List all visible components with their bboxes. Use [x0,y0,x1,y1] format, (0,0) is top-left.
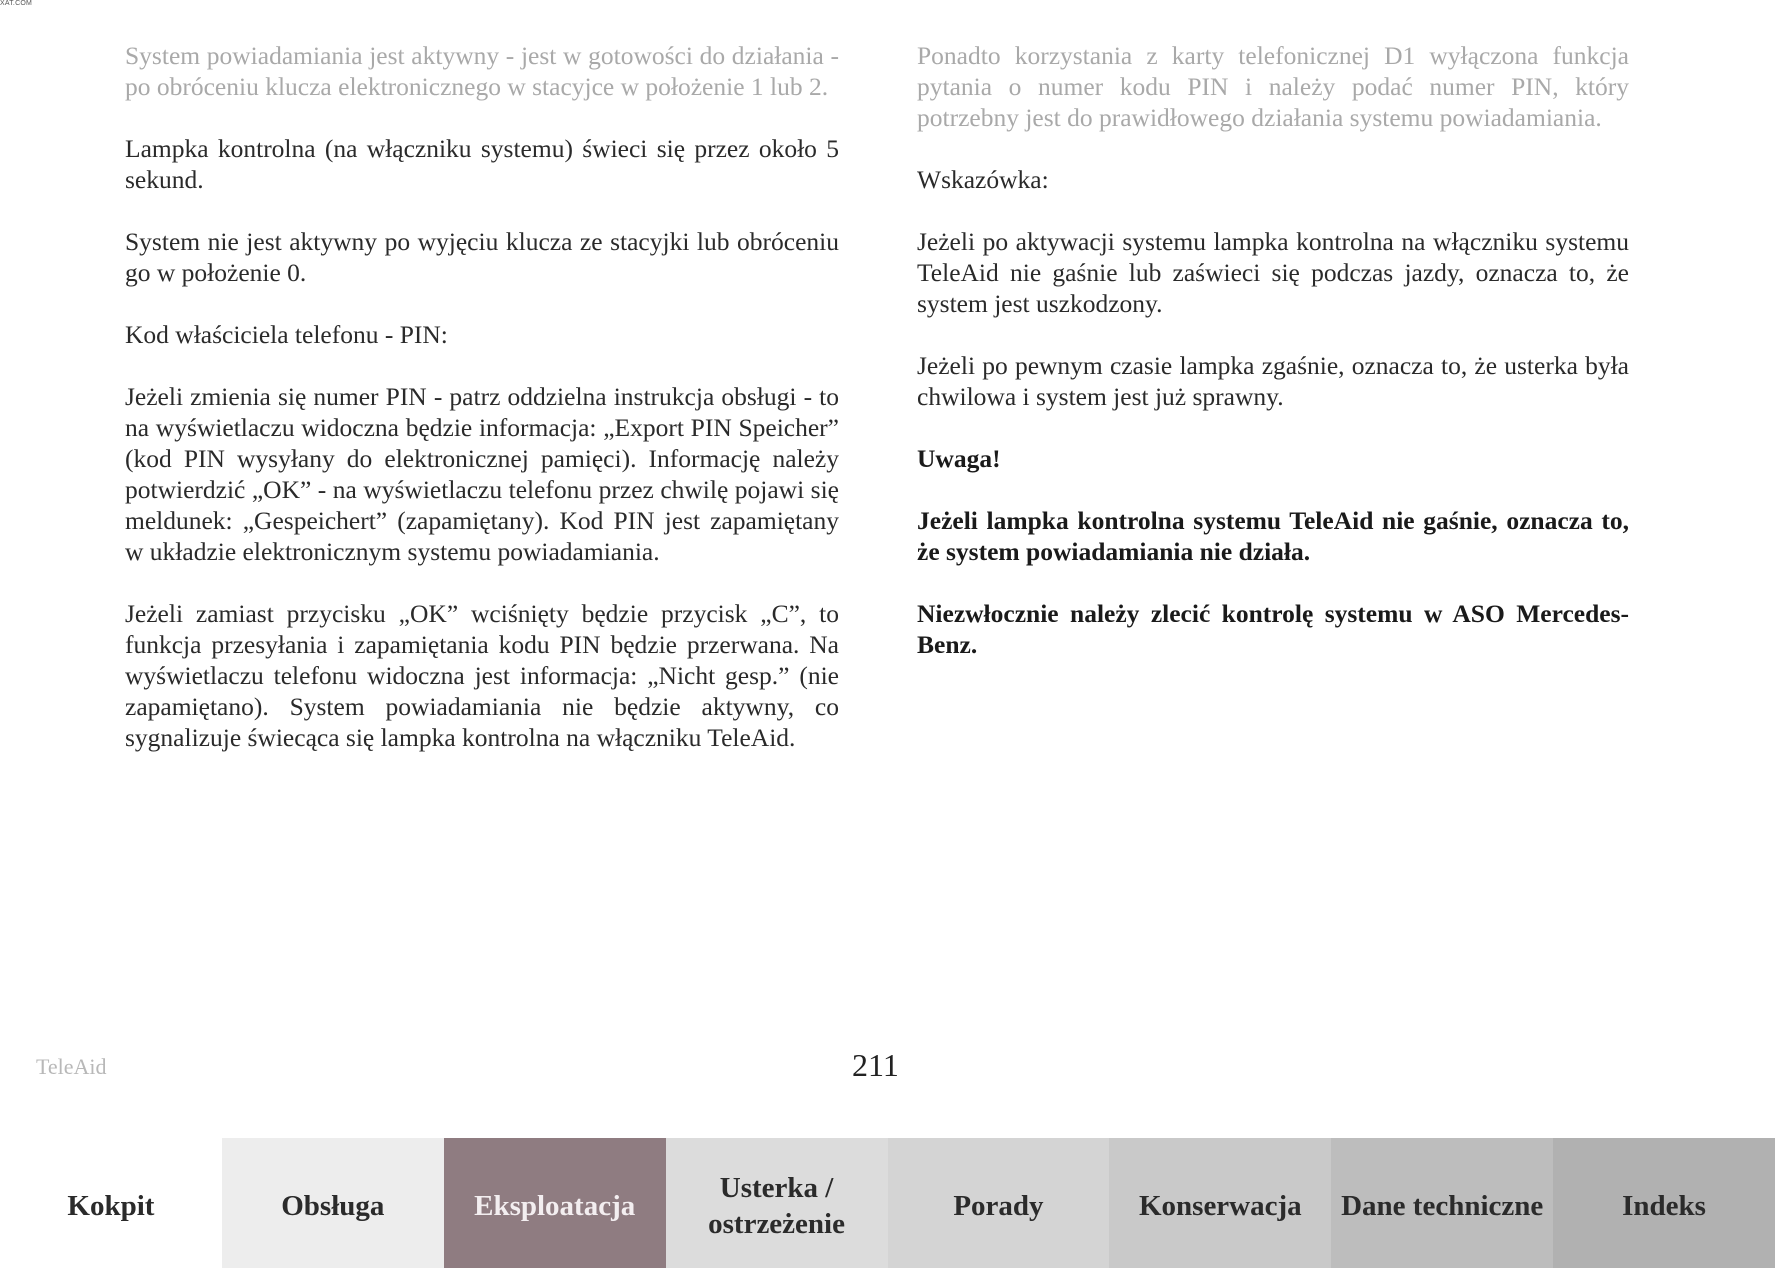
paragraph-pin-change: Jeżeli zmienia się numer PIN - patrz oddzielna instrukcja obsługi - to na wyświetlaczu widoczna będzie informacja: „Export PIN Speicher” (kod PIN wysyłany do elektronicznej pamięci). Informację należy potwierdzić „OK” - na wyświetlaczu telefonu przez chwilę pojawi się meldunek: „Gespeichert” (zapamiętany). Kod PIN jest zapamiętany w układzie elektronicznym systemu powiadamiania. [125,382,839,566]
tab-dane-techniczne[interactable]: Dane techniczne [1331,1138,1553,1268]
left-column [125,40,839,784]
tab-porady[interactable]: Porady [888,1138,1110,1268]
paragraph-lamp-temporary: Jeżeli po pewnym czasie lampka zgaśnie, oznacza to, że usterka była chwilowa i system jest już sprawny. [917,351,1629,411]
tab-obsluga[interactable]: Obsługa [222,1138,444,1268]
watermark: XAT.COM [0,0,32,7]
paragraph-pin-cancel: Jeżeli zamiast przycisku „OK” wciśnięty będzie przycisk „C”, to funkcja przesyłania i zapamiętania kodu PIN będzie przerwana. Na wyświetlaczu telefonu widoczna jest informacja: „Nicht gesp.” (nie zapamiętano). System powiadamiania nie będzie aktywny, co sygnalizuje świecąca się lampka kontrolna na włączniku TeleAid. [125,599,839,752]
section-label: TeleAid [36,1054,107,1079]
paragraph-system-active: System powiadamiania jest aktywny - jest w gotowości do działania - po obróceniu klucza elektronicznego w stacyjce w położenie 1 lub 2. [125,41,839,101]
tab-eksploatacja[interactable]: Eksploatacja [444,1138,666,1268]
tab-usterka-ostrzezenie[interactable]: Usterka / ostrzeżenie [666,1138,888,1268]
warning-heading: Uwaga! [917,444,1001,473]
warning-not-working: Jeżeli lampka kontrolna systemu TeleAid nie gaśnie, oznacza to, że system powiadamiania nie działa. [917,506,1629,566]
warning-service: Niezwłocznie należy zlecić kontrolę systemu w ASO Mercedes-Benz. [917,599,1629,659]
paragraph-system-inactive: System nie jest aktywny po wyjęciu klucza ze stacyjki lub obróceniu go w położenie 0. [125,227,839,287]
page-number: 211 [852,1047,899,1083]
chapter-tabs [0,1138,1775,1268]
tab-kokpit[interactable]: Kokpit [0,1138,222,1268]
paragraph-pin-heading: Kod właściciela telefonu - PIN: [125,320,448,349]
paragraph-hint-label: Wskazówka: [917,165,1049,194]
right-column [917,40,1629,691]
tab-indeks[interactable]: Indeks [1553,1138,1775,1268]
paragraph-d1-card: Ponadto korzystania z karty telefonicznej D1 wyłączona funkcja pytania o numer kodu PIN i należy podać numer PIN, który potrzebny jest do prawidłowego działania systemu powiadamiania. [917,41,1629,132]
tab-konserwacja[interactable]: Konserwacja [1109,1138,1331,1268]
paragraph-lamp-fault: Jeżeli po aktywacji systemu lampka kontrolna na włączniku systemu TeleAid nie gaśnie lub zaświeci się podczas jazdy, oznacza to, że system jest uszkodzony. [917,227,1629,318]
paragraph-control-lamp: Lampka kontrolna (na włączniku systemu) świeci się przez około 5 sekund. [125,134,839,194]
